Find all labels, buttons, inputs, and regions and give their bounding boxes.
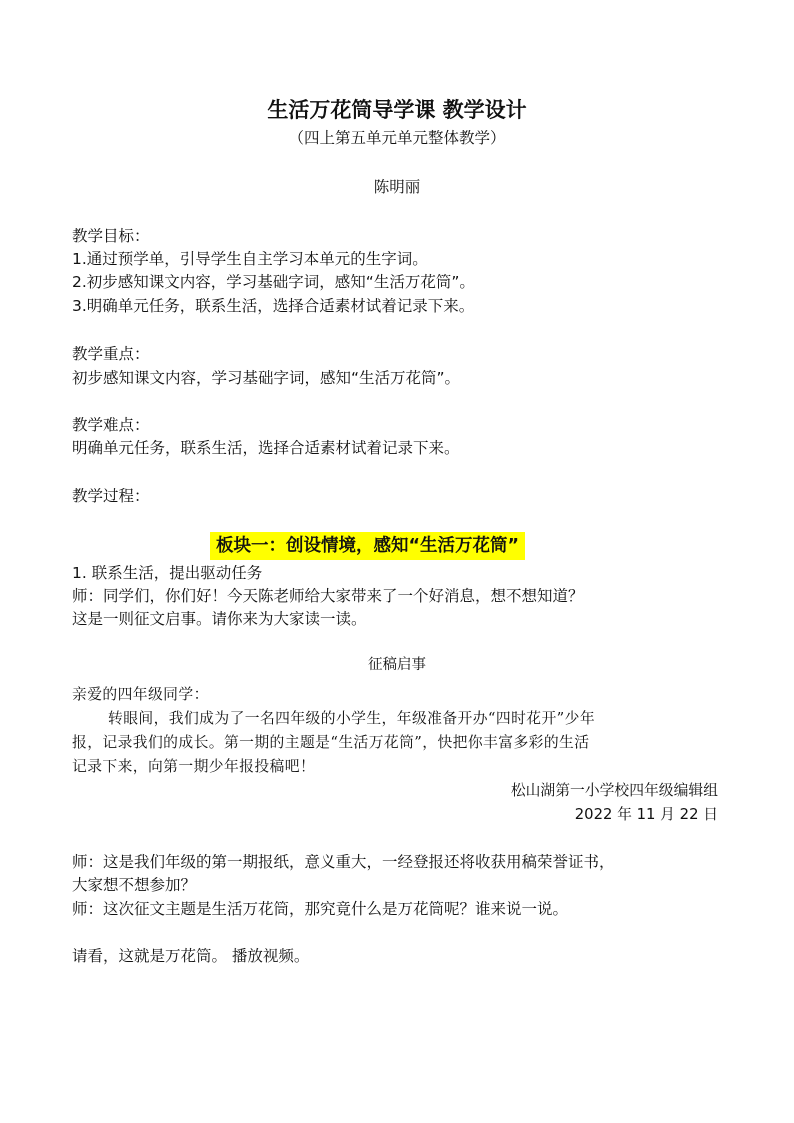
closing-line: 请看，这就是万花筒。 播放视频。: [72, 947, 310, 965]
process-heading: 教学过程：: [72, 487, 150, 505]
notice-date: 2022 年 11 月 22 日: [574, 806, 718, 823]
goal-item-1: 1.通过预学单，引导学生自主学习本单元的生字词。: [72, 250, 428, 268]
goal-item-3: 3.明确单元任务，联系生活，选择合适素材试着记录下来。: [72, 297, 475, 315]
teacher-line-1: 师：同学们，你们好！今天陈老师给大家带来了一个好消息，想不想知道？: [72, 587, 584, 605]
notice-signature: 松山湖第一小学校四年级编辑组: [510, 782, 718, 799]
page-subtitle: （四上第五单元单元整体教学）: [288, 129, 506, 147]
difficulty-heading: 教学难点：: [72, 416, 150, 434]
section-banner: 板块一：创设情境，感知“生活万花筒”: [210, 532, 525, 560]
teacher-line-2: 这是一则征文启事。请你来为大家读一读。: [72, 610, 367, 628]
page-title: 生活万花筒导学课 教学设计: [267, 98, 527, 122]
notice-greeting: 亲爱的四年级同学：: [72, 686, 209, 703]
notice-title: 征稿启事: [368, 657, 426, 673]
dialogue-line-2: 大家想不想参加？: [72, 876, 197, 894]
step-1-title: 1. 联系生活，提出驱动任务: [72, 564, 263, 582]
focus-text: 初步感知课文内容，学习基础字词，感知“生活万花筒”。: [72, 369, 461, 387]
dialogue-line-3: 师：这次征文主题是生活万花筒，那究竟什么是万花筒呢？谁来说一说。: [72, 900, 569, 918]
focus-heading: 教学重点：: [72, 345, 150, 363]
difficulty-text: 明确单元任务，联系生活，选择合适素材试着记录下来。: [72, 439, 460, 457]
goal-item-2: 2.初步感知课文内容，学习基础字词，感知“生活万花筒”。: [72, 273, 475, 291]
notice-body-line-1: 转眼间，我们成为了一名四年级的小学生，年级准备开办“四时花开”少年: [108, 710, 596, 727]
notice-body-line-3: 记录下来，向第一期少年报投稿吧！: [72, 758, 316, 775]
dialogue-line-1: 师：这是我们年级的第一期报纸，意义重大，一经登报还将收获用稿荣誉证书，: [72, 853, 615, 871]
author-name: 陈明丽: [373, 178, 421, 196]
notice-body-line-2: 报，记录我们的成长。第一期的主题是“生活万花筒”，快把你丰富多彩的生活: [72, 734, 590, 751]
goals-heading: 教学目标：: [72, 227, 150, 245]
